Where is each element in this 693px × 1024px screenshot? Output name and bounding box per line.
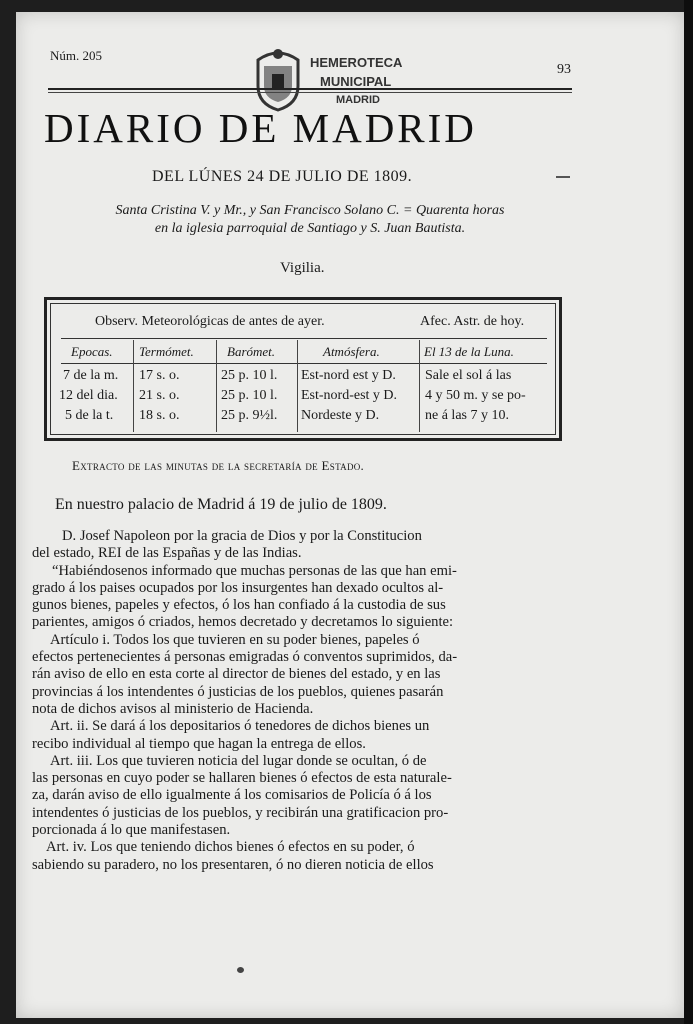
article-line: sabiendo su paradero, no los presentaren, ó no dieren noticia de ellos	[32, 856, 434, 873]
col-termometro: Termómet.	[139, 344, 194, 359]
article-line: D. Josef Napoleon por la gracia de Dios y por la Constitucion	[62, 528, 422, 544]
stamp-line-3: MADRID	[336, 94, 380, 106]
article-line: del estado, REI de las Españas y de las Indias.	[32, 545, 302, 562]
row2-termometro: 21 s. o.	[139, 388, 180, 403]
table-heading-astro: Afec. Astr. de hoy.	[420, 314, 525, 329]
col-divider	[297, 340, 298, 432]
page-number: 93	[557, 62, 571, 77]
dateline: DEL LÚNES 24 DE JULIO DE 1809.	[152, 168, 413, 185]
article-line: za, darán aviso de ello igualmente á los comisarios de Policía ó á los	[32, 787, 432, 804]
section-title: Extracto de las minutas de la secretaría de Estado.	[72, 458, 365, 473]
article-line: “Habiéndosenos informado que muchas personas de las que han emi-	[52, 562, 457, 579]
saints-line-2: en la iglesia parroquial de Santiago y S. Juan Bautista.	[154, 221, 466, 236]
article-line: Art. iii. Los que tuvieren noticia del lugar donde se ocultan, ó de	[50, 752, 427, 769]
weather-table	[44, 297, 562, 441]
header-rule-thin	[48, 92, 572, 93]
table-rule	[61, 338, 547, 339]
stamp-line-1: HEMEROTECA	[310, 55, 403, 70]
weather-table-inner	[50, 303, 556, 435]
place-date: En nuestro palacio de Madrid á 19 de julio de 1809.	[55, 496, 387, 513]
row2-atmosfera: Est-nord-est y D.	[301, 388, 398, 403]
article-line: rán aviso de ello en esta corte al director de bienes del estado, y en las	[32, 666, 441, 683]
row1-atmosfera: Est-nord est y D.	[301, 368, 396, 383]
col-divider	[133, 340, 134, 432]
article-line: nota de dichos avisos al ministerio de Hacienda.	[32, 700, 314, 717]
saints-line-1: Santa Cristina V. y Mr., y San Francisco Solano C. = Quarenta horas	[115, 203, 505, 218]
row3-termometro: 18 s. o.	[139, 408, 180, 423]
row1-epoca: 7 de la m.	[63, 368, 119, 383]
row3-epoca: 5 de la t.	[65, 408, 114, 423]
row1-barometro: 25 p. 10 l.	[221, 368, 278, 383]
article-line: parientes, amigos ó criados, hemos decretado y decretamos lo siguiente:	[32, 614, 454, 631]
col-atmosfera: Atmósfera.	[323, 344, 380, 359]
row2-barometro: 25 p. 10 l.	[221, 388, 278, 403]
article-line: recibo individual al tiempo que hagan la entrega de ellos.	[32, 735, 366, 752]
astro-line-2: 4 y 50 m. y se po-	[425, 388, 526, 403]
astro-line-3: ne á las 7 y 10.	[425, 408, 509, 423]
article-line: Art. iv. Los que teniendo dichos bienes ó efectos en su poder, ó	[46, 839, 415, 856]
article-line: grado á los paises ocupados por los insurgentes han dexado ocultos al-	[32, 579, 444, 596]
article-line: efectos pertenecientes á personas emigradas ó conventos suprimidos, da-	[32, 649, 458, 666]
issue-number: Núm. 205	[50, 48, 102, 63]
vigilia: Vigilia.	[280, 260, 325, 276]
row2-epoca: 12 del dia.	[59, 388, 118, 403]
article-line: gunos bienes, papeles y efectos, ó los han confiado á la custodia de sus	[32, 597, 446, 614]
ink-dot	[237, 967, 244, 973]
header-rule	[48, 88, 572, 90]
coat-of-arms-icon	[250, 46, 306, 112]
article-line: porcionada á lo que manifestasen.	[32, 822, 231, 839]
col-divider	[419, 340, 420, 432]
row1-termometro: 17 s. o.	[139, 368, 180, 383]
ink-mark	[556, 176, 570, 178]
saints-of-day	[62, 202, 558, 238]
article-line: Art. ii. Se dará á los depositarios ó tenedores de dichos bienes un	[50, 718, 430, 735]
col-barometro: Barómet.	[227, 344, 276, 359]
col-divider	[216, 340, 217, 432]
col-epocas: Epocas.	[71, 344, 113, 359]
col-luna: El 13 de la Luna.	[424, 344, 514, 359]
article-body	[32, 528, 562, 874]
table-heading-observations: Observ. Meteorológicas de antes de ayer.	[95, 314, 325, 329]
astro-line-1: Sale el sol á las	[425, 368, 512, 383]
newspaper-title: DIARIO DE MADRID	[44, 105, 477, 151]
stamp-line-2: MUNICIPAL	[320, 74, 392, 89]
article-line: intendentes ó justicias de los pueblos, y recibirán una gratificacion pro-	[32, 804, 449, 821]
scan-edge	[684, 0, 693, 1024]
article-line: Artículo i. Todos los que tuvieren en su poder bienes, papeles ó	[50, 631, 420, 648]
row3-atmosfera: Nordeste y D.	[301, 408, 380, 423]
row3-barometro: 25 p. 9½l.	[221, 408, 278, 423]
article-line: provincias á los intendentes ó justicias de los pueblos, quienes pasarán	[32, 683, 444, 700]
article-line: las personas en cuyo poder se hallaren bienes ó efectos de esta naturale-	[32, 770, 452, 787]
